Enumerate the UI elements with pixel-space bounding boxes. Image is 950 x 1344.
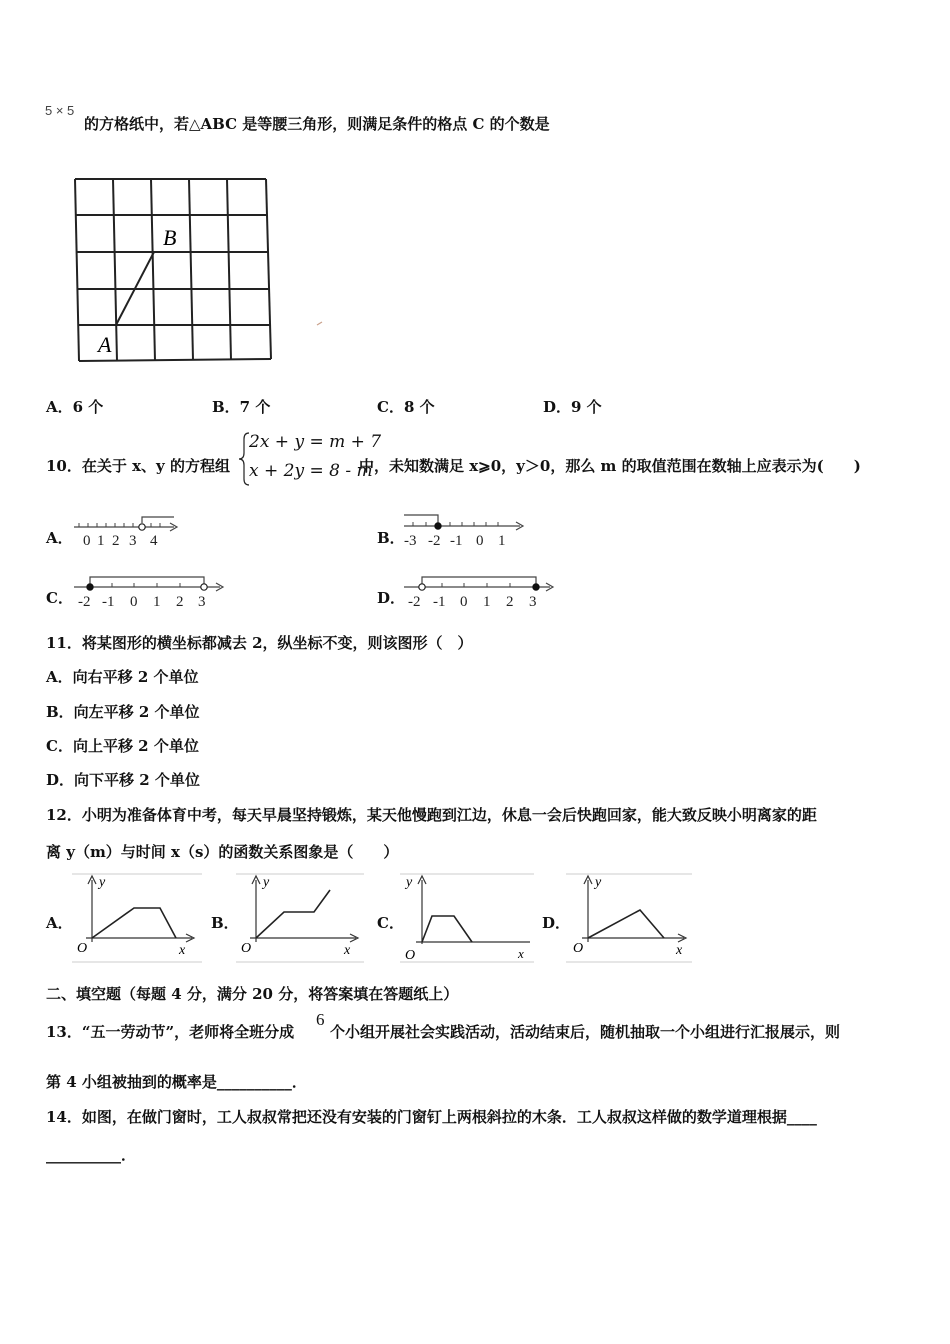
- tick-label: 1: [483, 594, 491, 610]
- section-2-title: 二、填空题（每题 4 分，满分 20 分，将答案填在答题纸上）: [46, 985, 459, 1003]
- point-a-label: A: [98, 332, 112, 357]
- x-axis-label: x: [518, 946, 524, 961]
- q10-equation-2: x + 2y = 8 - m: [249, 461, 373, 481]
- tick-label: 1: [153, 594, 161, 610]
- tick-label: 1: [498, 533, 506, 548]
- tick-label: 3: [529, 594, 537, 610]
- q12-option-d-label[interactable]: D．: [542, 914, 571, 932]
- q13-line-2: 第 4 小组被抽到的概率是__________．: [46, 1073, 307, 1091]
- q10-option-b-label[interactable]: B．: [377, 529, 405, 547]
- y-axis-label: y: [406, 875, 413, 890]
- q12-option-a-label[interactable]: A．: [46, 914, 73, 932]
- q9-option-a[interactable]: A．6 个: [46, 398, 104, 416]
- q10-stem-end: 中，未知数满足 x⩾0，y＞0，那么 m 的取值范围在数轴上应表示为( ): [359, 457, 861, 475]
- grid-size-label: 5 × 5: [45, 103, 75, 118]
- q14-line-1: 14．如图，在做门窗时，工人叔叔常把还没有安装的门窗钉上两根斜拉的木条．工人叔叔这样做的数学道理根据____: [46, 1108, 817, 1126]
- q10-option-a-number-line[interactable]: [70, 512, 190, 548]
- q13-part-1: 13．“五一劳动节”，老师将全班分成: [46, 1023, 295, 1041]
- q12-option-b-label[interactable]: B．: [211, 914, 239, 932]
- point-b-label: B: [163, 225, 177, 250]
- q13-group-count: 6: [316, 1010, 325, 1029]
- y-axis-label: y: [595, 875, 602, 890]
- q11-option-c[interactable]: C．向上平移 2 个单位: [46, 737, 199, 755]
- q10-equation-1: 2x + y = m + 7: [249, 432, 382, 452]
- tick-label: 2: [506, 594, 514, 610]
- tick-label: 2: [176, 594, 184, 610]
- x-axis-label: x: [676, 943, 683, 958]
- x-axis-label: x: [344, 943, 351, 958]
- origin-label: O: [77, 941, 88, 956]
- q12-option-a-graph[interactable]: [72, 872, 202, 964]
- q9-option-b[interactable]: B．7 个: [212, 398, 271, 416]
- tick-label: 3: [198, 594, 206, 610]
- tick-label: 0: [476, 533, 484, 548]
- q9-option-d[interactable]: D．9 个: [543, 398, 602, 416]
- q14-line-2: __________．: [46, 1146, 137, 1164]
- tick-label: -1: [433, 594, 446, 610]
- x-axis-label: x: [179, 943, 186, 958]
- tick-label: 0: [83, 533, 91, 548]
- q13-part-2: 个小组开展社会实践活动，活动结束后，随机抽取一个小组进行汇报展示，则: [330, 1023, 841, 1041]
- tick-label: 4: [150, 533, 158, 548]
- tick-label: -1: [102, 594, 115, 610]
- q10-option-c-label[interactable]: C．: [46, 589, 73, 607]
- q11-option-b[interactable]: B．向左平移 2 个单位: [46, 703, 200, 721]
- y-axis-label: y: [263, 875, 270, 890]
- q10-option-d-label[interactable]: D．: [377, 589, 406, 607]
- tick-label: 2: [112, 533, 120, 548]
- tick-label: 3: [129, 533, 137, 548]
- q10-option-d-number-line[interactable]: [400, 572, 558, 610]
- tick-label: 0: [130, 594, 138, 610]
- tick-label: -2: [78, 594, 91, 610]
- q12-option-d-graph[interactable]: [566, 872, 692, 964]
- q12-stem-line-1: 12．小明为准备体育中考，每天早晨坚持锻炼，某天他慢跑到江边，休息一会后快跑回家，能大致反映小明离家的距: [46, 806, 817, 824]
- q11-option-d[interactable]: D．向下平移 2 个单位: [46, 771, 200, 789]
- q9-stem: 的方格纸中，若△ABC 是等腰三角形，则满足条件的格点 C 的个数是: [84, 115, 550, 133]
- q12-option-c-label[interactable]: C．: [377, 914, 404, 932]
- q9-grid-figure: [70, 172, 330, 367]
- origin-label: O: [241, 941, 252, 956]
- q12-option-b-graph[interactable]: [236, 872, 364, 964]
- tick-label: -2: [428, 533, 441, 548]
- origin-label: O: [405, 948, 416, 963]
- q11-stem: 11．将某图形的横坐标都减去 2，纵坐标不变，则该图形（ ）: [46, 634, 473, 652]
- q10-option-b-number-line[interactable]: [400, 510, 528, 548]
- q12-stem-line-2: 离 y（m）与时间 x（s）的函数关系图象是（ ）: [46, 843, 399, 861]
- tick-label: -1: [450, 533, 463, 548]
- y-axis-label: y: [99, 875, 106, 890]
- origin-label: O: [573, 941, 584, 956]
- stray-mark: [317, 322, 322, 325]
- tick-label: 1: [97, 533, 105, 548]
- q10-option-c-number-line[interactable]: [70, 572, 228, 610]
- q9-option-c[interactable]: C．8 个: [377, 398, 435, 416]
- q11-option-a[interactable]: A．向右平移 2 个单位: [46, 668, 199, 686]
- tick-label: -2: [408, 594, 421, 610]
- tick-label: 0: [460, 594, 468, 610]
- q12-option-c-graph[interactable]: [400, 872, 534, 964]
- tick-label: -3: [404, 533, 417, 548]
- q10-option-a-label[interactable]: A．: [46, 529, 73, 547]
- q10-stem-start: 10．在关于 x、y 的方程组: [46, 457, 230, 475]
